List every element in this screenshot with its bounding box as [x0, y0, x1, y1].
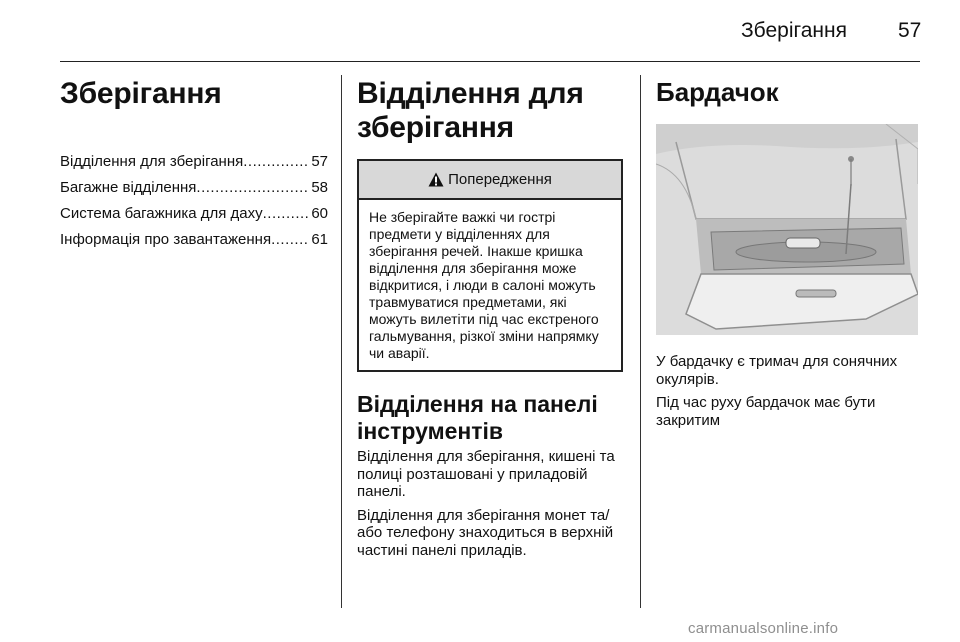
toc-entry[interactable] [60, 201, 328, 227]
toc-entry-page: 58 [311, 179, 328, 196]
running-header-title: Зберігання [741, 19, 847, 42]
toc-entry-title: Багажне відділення [60, 179, 197, 196]
toc-leader [243, 149, 309, 175]
toc-entry-title: Відділення для зберігання [60, 153, 244, 170]
toc-entry[interactable] [60, 175, 328, 201]
warning-triangle-icon [428, 172, 444, 187]
watermark-text: carmanualsonline.info [688, 620, 839, 637]
paragraph: У бардачку є тримач для сонячних окулярів. [656, 353, 898, 388]
warning-header [359, 161, 621, 200]
paragraph: Відділення для зберігання монет та/або телефону знаходиться в верхній частині панелі приладів. [357, 506, 614, 559]
toc-entry-page: 60 [311, 205, 328, 222]
glovebox-illustration [656, 124, 918, 335]
glovebox-heading: Бардачок [656, 77, 779, 107]
subsection-heading-line1: Відділення на панелі [357, 391, 598, 417]
warning-title: Попередження [448, 171, 552, 188]
chapter-heading: Зберігання [60, 77, 222, 110]
toc-leader [263, 201, 310, 227]
toc-entry[interactable] [60, 227, 328, 253]
toc-leader [271, 227, 309, 253]
subsection-heading-line2: інструментів [357, 418, 504, 444]
toc-entry-title: Система багажника для даху [60, 205, 263, 222]
toc-entry[interactable] [60, 149, 328, 175]
toc-entry-title: Інформація про завантаження [60, 231, 272, 248]
toc-leader [196, 175, 309, 201]
column-divider-1 [341, 75, 342, 608]
subsection-heading [357, 391, 625, 445]
paragraph: Відділення для зберігання, кишені та полиці розташовані у приладовій панелі. [357, 448, 615, 500]
paragraph: Під час руху бардачок має бути закритим [656, 394, 876, 429]
section-heading-line2: зберігання [357, 111, 514, 144]
section-heading [357, 77, 625, 145]
toc-entry-page: 61 [311, 231, 328, 248]
column-1 [60, 70, 328, 253]
section-heading-line1: Відділення для [357, 77, 584, 110]
column-divider-2 [640, 75, 641, 608]
header-rule [60, 61, 920, 62]
warning-box [357, 159, 623, 372]
column-2 [357, 70, 625, 559]
warning-text: Не зберігайте важкі чи гострі предмети у відділеннях для зберігання речей. Інакше кришка відділення для зберігання може відкритися, і люди в салоні можуть травмуватися предметами, які можуть вилетіти під час екстреного гальмування, різкої зміни напрямку чи аварії. [369, 209, 599, 361]
table-of-contents [60, 149, 328, 253]
column-3 [656, 70, 924, 429]
toc-entry-page: 57 [311, 153, 328, 170]
page-number: 57 [898, 19, 922, 42]
